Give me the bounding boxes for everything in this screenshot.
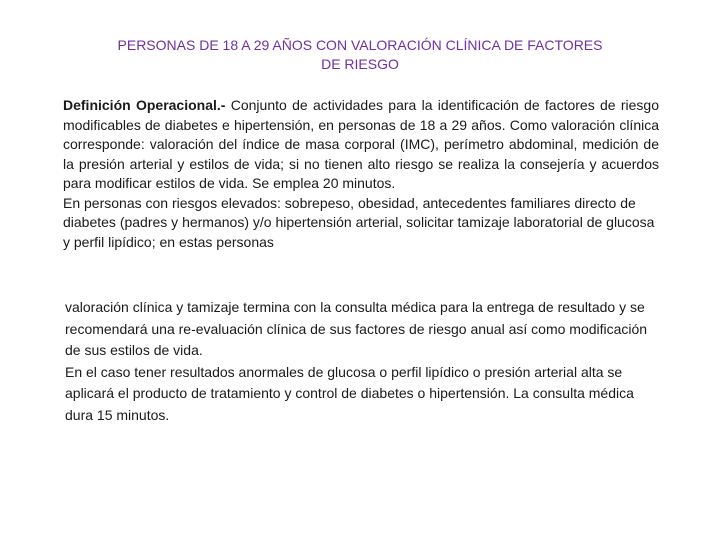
results-section: [65, 297, 655, 426]
page-title: [60, 36, 660, 74]
abnormal-results-paragraph: En el caso tener resultados anormales de glucosa o perfil lipídico o presión arterial alta se aplicará el producto de tratamiento y control de diabetes o hipertensión. La consulta médica dura 15 minutos.: [65, 363, 634, 423]
high-risk-paragraph: En personas con riesgos elevados: sobrepeso, obesidad, antecedentes familiares directo de diabetes (padres y hermanos) y/o hipertensión arterial, solicitar tamizaje laboratorial de glucosa y perfil lipídico; en estas personas: [63, 194, 655, 250]
definition-label: Definición Operacional.-: [63, 97, 226, 113]
title-line-1: PERSONAS DE 18 A 29 AÑOS CON VALORACIÓN CLÍNICA DE FACTORES: [117, 37, 603, 53]
title-line-2: DE RIESGO: [321, 56, 399, 72]
definition-paragraph: [63, 96, 659, 194]
continuation-paragraph: valoración clínica y tamizaje termina con la consulta médica para la entrega de resultado y se recomendará una re-evaluación clínica de sus factores de riesgo anual así como modificación de sus estilos de vida.: [65, 299, 648, 358]
definition-text: Conjunto de actividades para la identificación de factores de riesgo modificables de diabetes e hipertensión, en personas de 18 a 29 años. Como valoración clínica corresponde: valoración del índice de masa corporal (IMC), perímetro abdominal, medición de la presión arterial y estilos de vida; si no tienen alto riesgo se realiza la consejería y acuerdos para modificar estilos de vida. Se emplea 20 minutos.: [63, 97, 659, 191]
definition-section: [63, 96, 659, 252]
